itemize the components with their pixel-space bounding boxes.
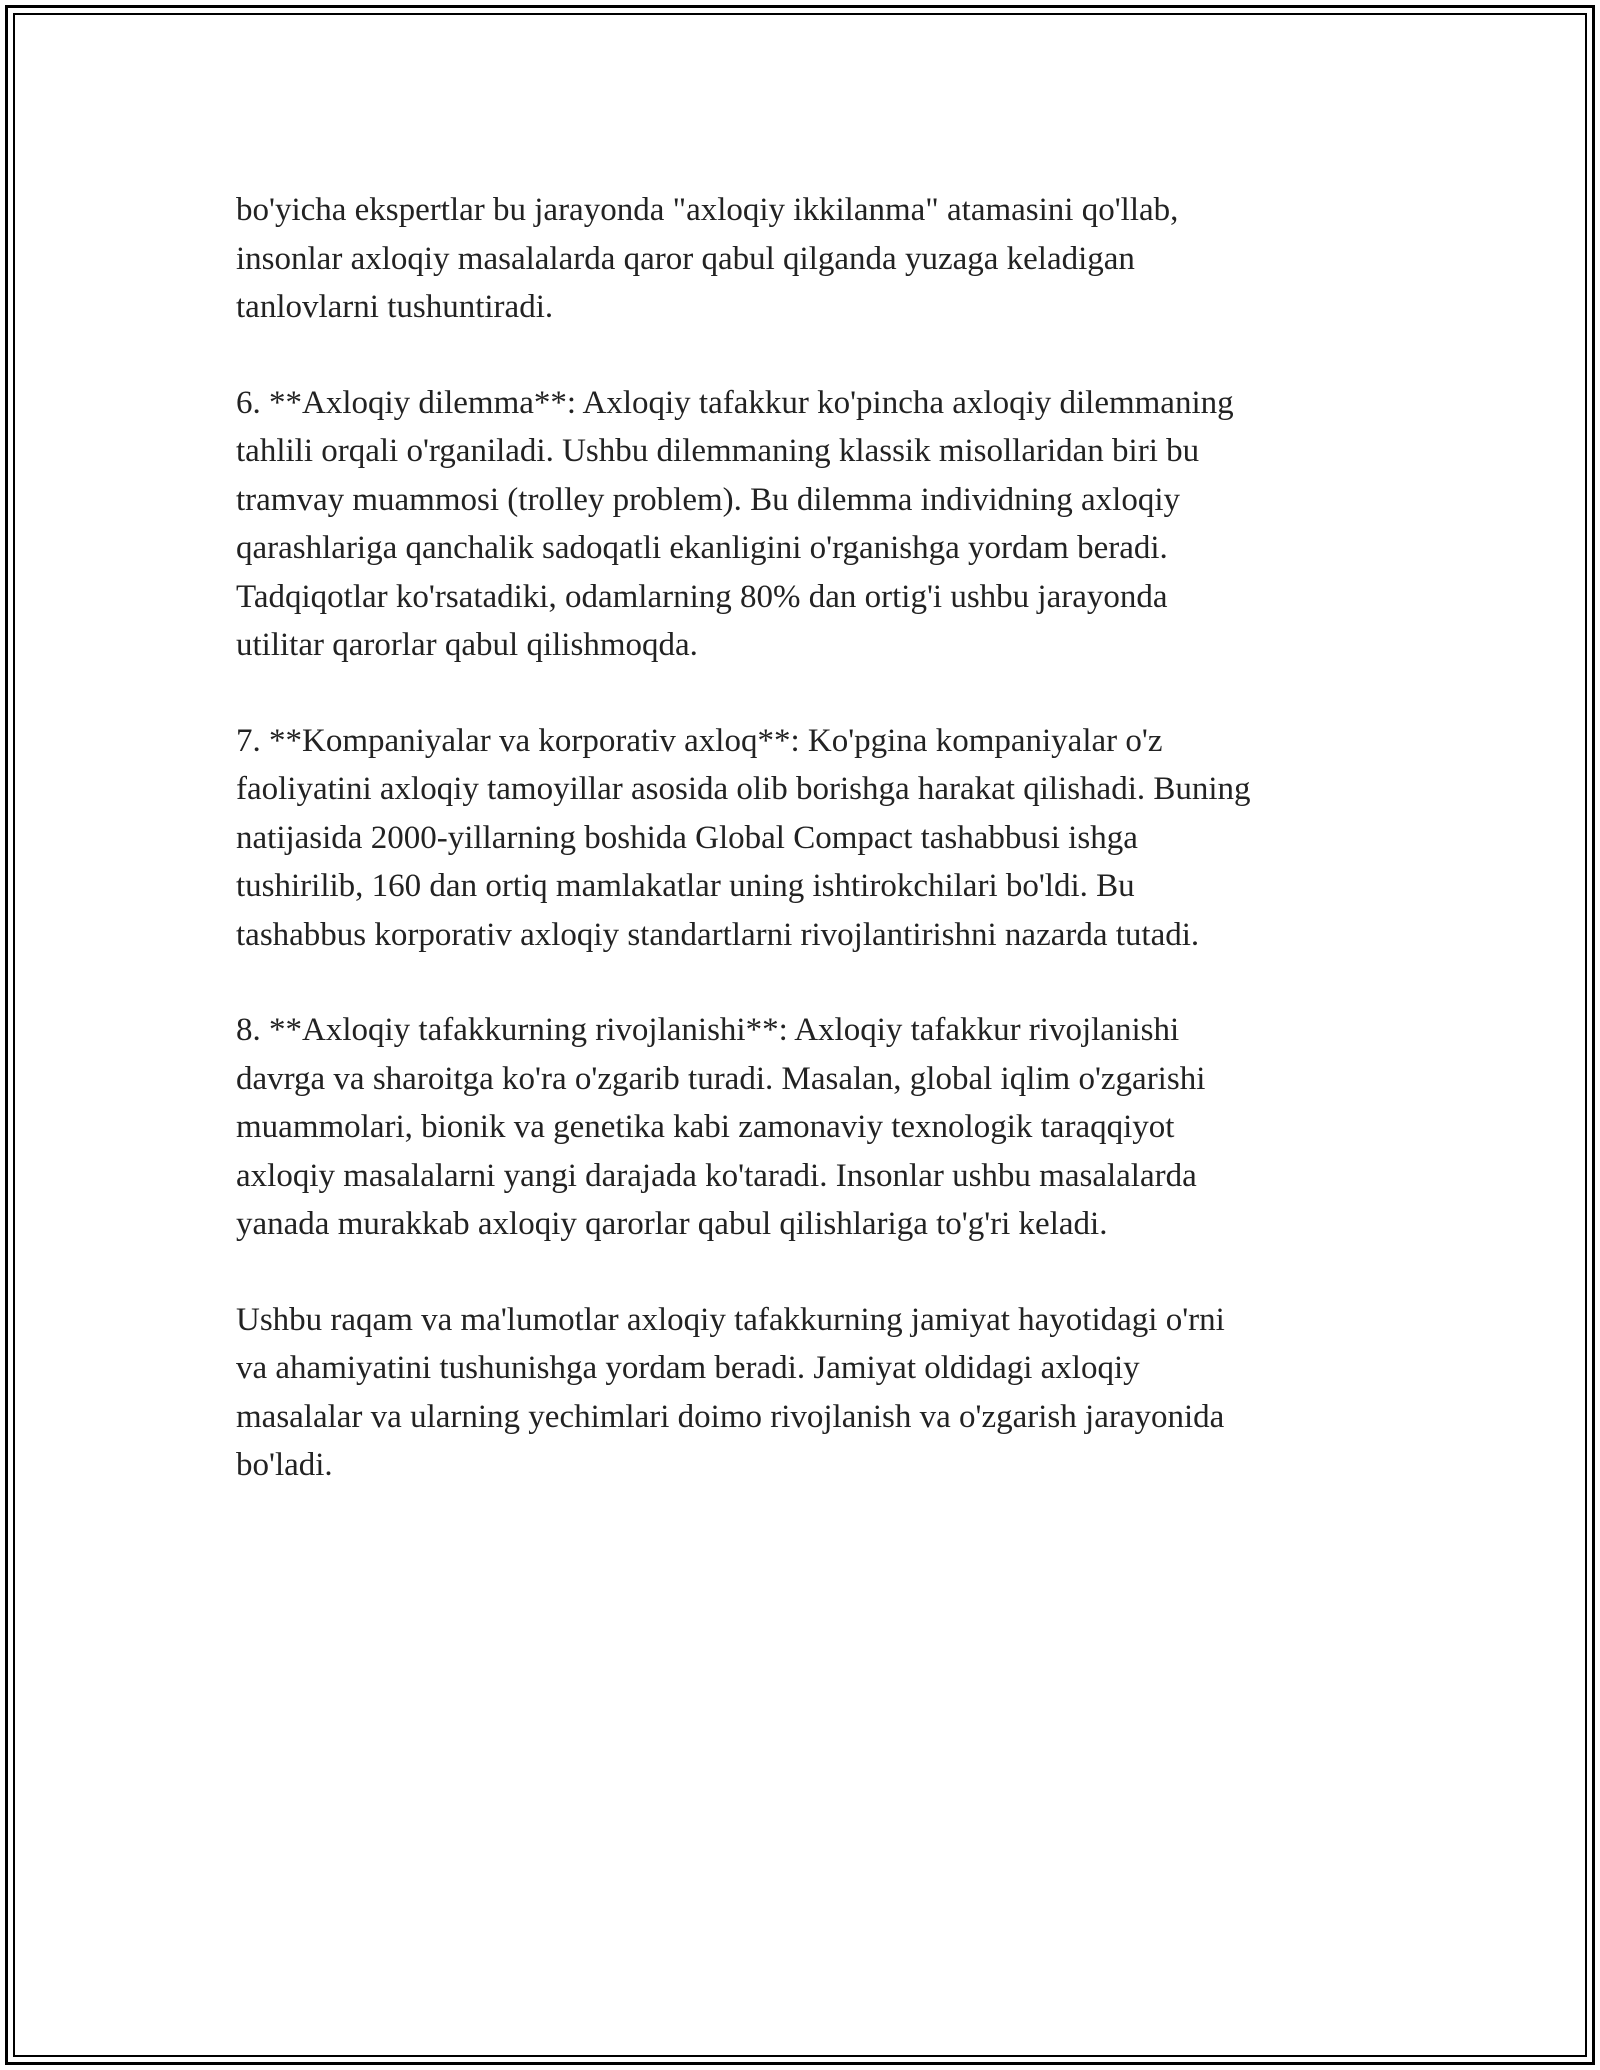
- paragraph-item-7: 7. **Kompaniyalar va korporativ axloq**: Ko'pgina kompaniyalar o'z faoliyatini axloqiy tamoyillar asosida olib borishga harakat qilishadi. Buning natijasida 2000-yillarning boshida Global Compact tashabbusi ishga tushirilib, 160 dan ortiq mamlakatlar uning ishtirokchilari bo'ldi. Bu tashabbus korporativ axloqiy standartlarni rivojlantirishni nazarda tutadi.: [236, 722, 1251, 953]
- paragraph-item-6: 6. **Axloqiy dilemma**: Axloqiy tafakkur ko'pincha axloqiy dilemmaning tahlili orqali o'rganiladi. Ushbu dilemmaning klassik misollaridan biri bu tramvay muammosi (trolley problem). Bu dilemma individning axloqiy qarashlariga qanchalik sadoqatli ekanligini o'rganishga yordam beradi. Tadqiqotlar ko'rsatadiki, odamlarning 80% dan ortig'i ushbu jarayonda utilitar qarorlar qabul qilishmoqda.: [236, 384, 1234, 663]
- document-body: [236, 186, 1386, 1490]
- paragraph-item-8: 8. **Axloqiy tafakkurning rivojlanishi**: Axloqiy tafakkur rivojlanishi davrga va sharoitga ko'ra o'zgarib turadi. Masalan, global iqlim o'zgarishi muammolari, bionik va genetika kabi zamonaviy texnologik taraqqiyot axloqiy masalalarni yangi darajada ko'taradi. Insonlar ushbu masalalarda yanada murakkab axloqiy qarorlar qabul qilishlariga to'g'ri keladi.: [236, 1012, 1206, 1242]
- paragraph-intro-continuation: bo'yicha ekspertlar bu jarayonda "axloqiy ikkilanma" atamasini qo'llab, insonlar axloqiy masalalarda qaror qabul qilganda yuzaga keladigan tanlovlarni tushuntiradi.: [236, 192, 1179, 325]
- paragraph-conclusion: Ushbu raqam va ma'lumotlar axloqiy tafakkurning jamiyat hayotidagi o'rni va ahamiyatini tushunishga yordam beradi. Jamiyat oldidagi axloqiy masalalar va ularning yechimlari doimo rivojlanish va o'zgarish jarayonida bo'ladi.: [236, 1301, 1225, 1483]
